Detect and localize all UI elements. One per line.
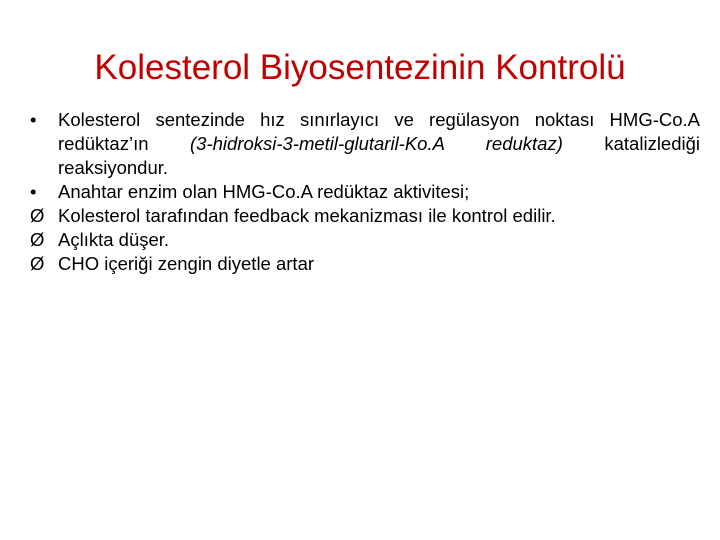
list-item xyxy=(30,180,700,204)
list-item-text-part: Kolesterol sentezinde hız sınırlayıcı ve regülasyon noktası HMG-Co.A redüktaz’ın xyxy=(58,109,700,154)
list-item-text xyxy=(58,108,700,180)
list-item-text-part: katalizlediği reaksiyondur. xyxy=(58,133,701,178)
list-item-text: Anahtar enzim olan HMG-Co.A redüktaz aktivitesi; xyxy=(58,181,470,202)
list-item xyxy=(30,204,700,228)
list-item-text: CHO içeriği zengin diyetle artar xyxy=(58,253,315,274)
bullet-arrow-icon: Ø xyxy=(30,205,45,226)
bullet-dot-icon: • xyxy=(30,109,37,130)
bullet-arrow-icon: Ø xyxy=(30,229,45,250)
bullet-dot-icon: • xyxy=(30,181,37,202)
bullet-arrow-icon: Ø xyxy=(30,253,45,274)
list-item-text: Kolesterol tarafından feedback mekanizması ile kontrol edilir. xyxy=(58,205,556,226)
list-item xyxy=(30,252,700,276)
bullet-list xyxy=(30,108,700,276)
list-item-text: Açlıkta düşer. xyxy=(58,229,170,250)
slide-title: Kolesterol Biyosentezinin Kontrolü xyxy=(94,48,626,87)
list-item xyxy=(30,108,700,180)
list-item-italic-text: (3-hidroksi-3-metil-glutaril-Ko.A reduktaz) xyxy=(190,133,563,154)
list-item xyxy=(30,228,700,252)
